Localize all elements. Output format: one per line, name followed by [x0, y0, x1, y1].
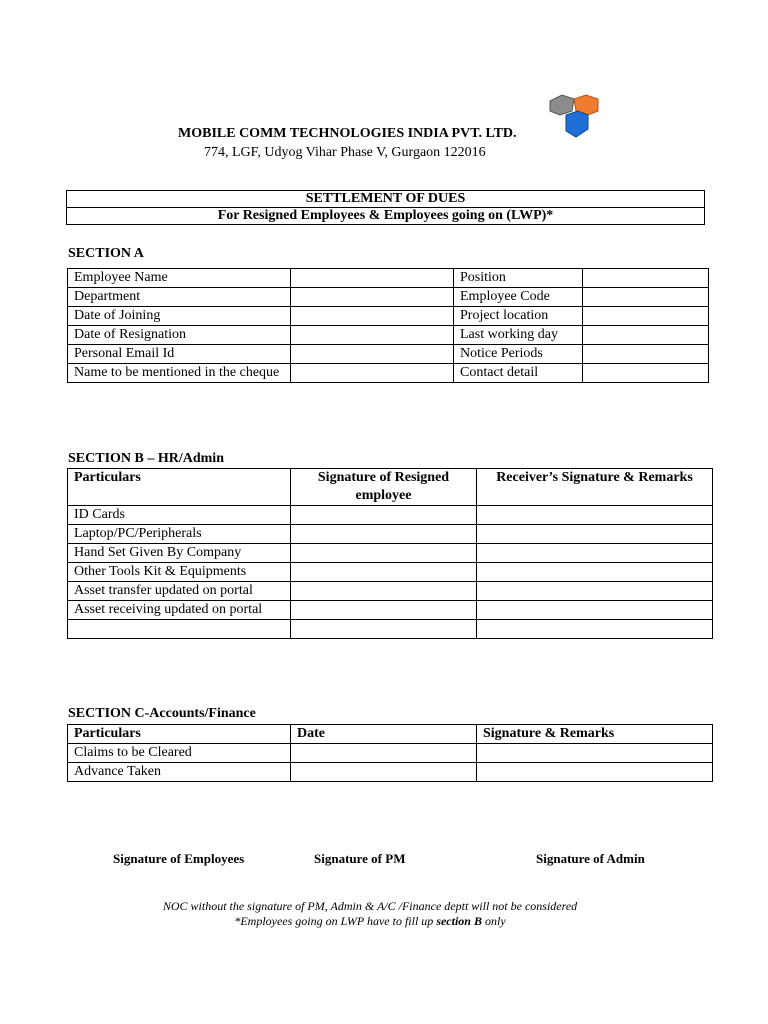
particular-label: Laptop/PC/Peripherals: [68, 525, 291, 544]
section-a-value-field[interactable]: [583, 364, 709, 383]
section-a-value-field[interactable]: [583, 307, 709, 326]
section-a-value-field[interactable]: [291, 269, 454, 288]
remarks-field[interactable]: [477, 506, 713, 525]
section-a-value-field[interactable]: [291, 307, 454, 326]
table-row: [68, 269, 709, 288]
section-a-label: Employee Code: [454, 288, 583, 307]
table-header-row: [68, 469, 713, 506]
table-header-row: [68, 725, 713, 744]
table-row: [68, 563, 713, 582]
section-c-table: [67, 724, 713, 782]
company-name: MOBILE COMM TECHNOLOGIES INDIA PVT. LTD.: [178, 126, 517, 141]
section-a-label: Date of Joining: [68, 307, 291, 326]
section-a-value-field[interactable]: [583, 345, 709, 364]
section-a-value-field[interactable]: [291, 345, 454, 364]
lwp-note-suffix: only: [481, 914, 506, 928]
signature-field[interactable]: [291, 525, 477, 544]
signature-field[interactable]: [291, 601, 477, 620]
table-row: [68, 544, 713, 563]
particular-label: Asset receiving updated on portal: [68, 601, 291, 620]
section-a-label: Last working day: [454, 326, 583, 345]
signature-admin-label: Signature of Admin: [536, 851, 645, 866]
remarks-field[interactable]: [477, 620, 713, 639]
signature-field[interactable]: [291, 563, 477, 582]
date-field[interactable]: [291, 763, 477, 782]
remarks-field[interactable]: [477, 744, 713, 763]
section-a-value-field[interactable]: [291, 364, 454, 383]
section-a-label: Notice Periods: [454, 345, 583, 364]
particular-label: Advance Taken: [68, 763, 291, 782]
section-a-label: Personal Email Id: [68, 345, 291, 364]
table-row: [68, 506, 713, 525]
date-field[interactable]: [291, 744, 477, 763]
column-header: Receiver’s Signature & Remarks: [477, 469, 713, 506]
table-row: [68, 763, 713, 782]
section-a-value-field[interactable]: [291, 288, 454, 307]
section-a-label: Position: [454, 269, 583, 288]
section-a-value-field[interactable]: [583, 288, 709, 307]
section-a-value-field[interactable]: [291, 326, 454, 345]
signature-field[interactable]: [291, 544, 477, 563]
remarks-field[interactable]: [477, 563, 713, 582]
table-row: [68, 525, 713, 544]
remarks-field[interactable]: [477, 582, 713, 601]
column-header: Signature & Remarks: [477, 725, 713, 744]
column-header: Particulars: [68, 725, 291, 744]
signature-pm-label: Signature of PM: [314, 851, 406, 866]
particular-label: Other Tools Kit & Equipments: [68, 563, 291, 582]
table-row: [68, 744, 713, 763]
noc-note: NOC without the signature of PM, Admin & A/C /Finance deptt will not be considered: [162, 899, 578, 913]
section-a-value-field[interactable]: [583, 269, 709, 288]
column-header: Particulars: [68, 469, 291, 506]
table-row: [68, 601, 713, 620]
column-header: Signature of Resigned employee: [291, 469, 477, 506]
signature-field[interactable]: [291, 582, 477, 601]
section-a-label: Name to be mentioned in the cheque: [68, 364, 291, 383]
signature-employees-label: Signature of Employees: [113, 851, 245, 866]
signature-field[interactable]: [291, 620, 477, 639]
particular-label: Asset transfer updated on portal: [68, 582, 291, 601]
lwp-note-prefix: *Employees going on LWP have to fill up: [234, 914, 437, 928]
remarks-field[interactable]: [477, 601, 713, 620]
remarks-field[interactable]: [477, 544, 713, 563]
remarks-field[interactable]: [477, 763, 713, 782]
table-row: [68, 364, 709, 383]
section-a-value-field[interactable]: [583, 326, 709, 345]
form-title: SETTLEMENT OF DUES: [67, 191, 705, 208]
section-c-title: SECTION C-Accounts/Finance: [68, 706, 256, 721]
lwp-note-section: section B: [436, 914, 482, 928]
table-row: [68, 326, 709, 345]
section-a-label: Contact detail: [454, 364, 583, 383]
form-subtitle: For Resigned Employees & Employees going on (LWP)*: [67, 208, 705, 225]
remarks-field[interactable]: [477, 525, 713, 544]
table-row: [68, 345, 709, 364]
column-header: Date: [291, 725, 477, 744]
section-a-label: Employee Name: [68, 269, 291, 288]
section-b-table: [67, 468, 713, 639]
table-row: [68, 288, 709, 307]
company-address: 774, LGF, Udyog Vihar Phase V, Gurgaon 122016: [204, 145, 486, 160]
company-logo-icon: [546, 93, 606, 143]
table-row: [68, 620, 713, 639]
section-a-label: Date of Resignation: [68, 326, 291, 345]
lwp-note: [60, 914, 680, 929]
particular-label: Hand Set Given By Company: [68, 544, 291, 563]
particular-label[interactable]: [68, 620, 291, 639]
section-a-label: Department: [68, 288, 291, 307]
particular-label: Claims to be Cleared: [68, 744, 291, 763]
signature-field[interactable]: [291, 506, 477, 525]
title-table: [66, 190, 705, 225]
section-b-title: SECTION B – HR/Admin: [68, 451, 224, 466]
section-a-label: Project location: [454, 307, 583, 326]
particular-label: ID Cards: [68, 506, 291, 525]
table-row: [68, 582, 713, 601]
section-a-table: [67, 268, 709, 383]
section-a-title: SECTION A: [68, 246, 144, 261]
table-row: [68, 307, 709, 326]
